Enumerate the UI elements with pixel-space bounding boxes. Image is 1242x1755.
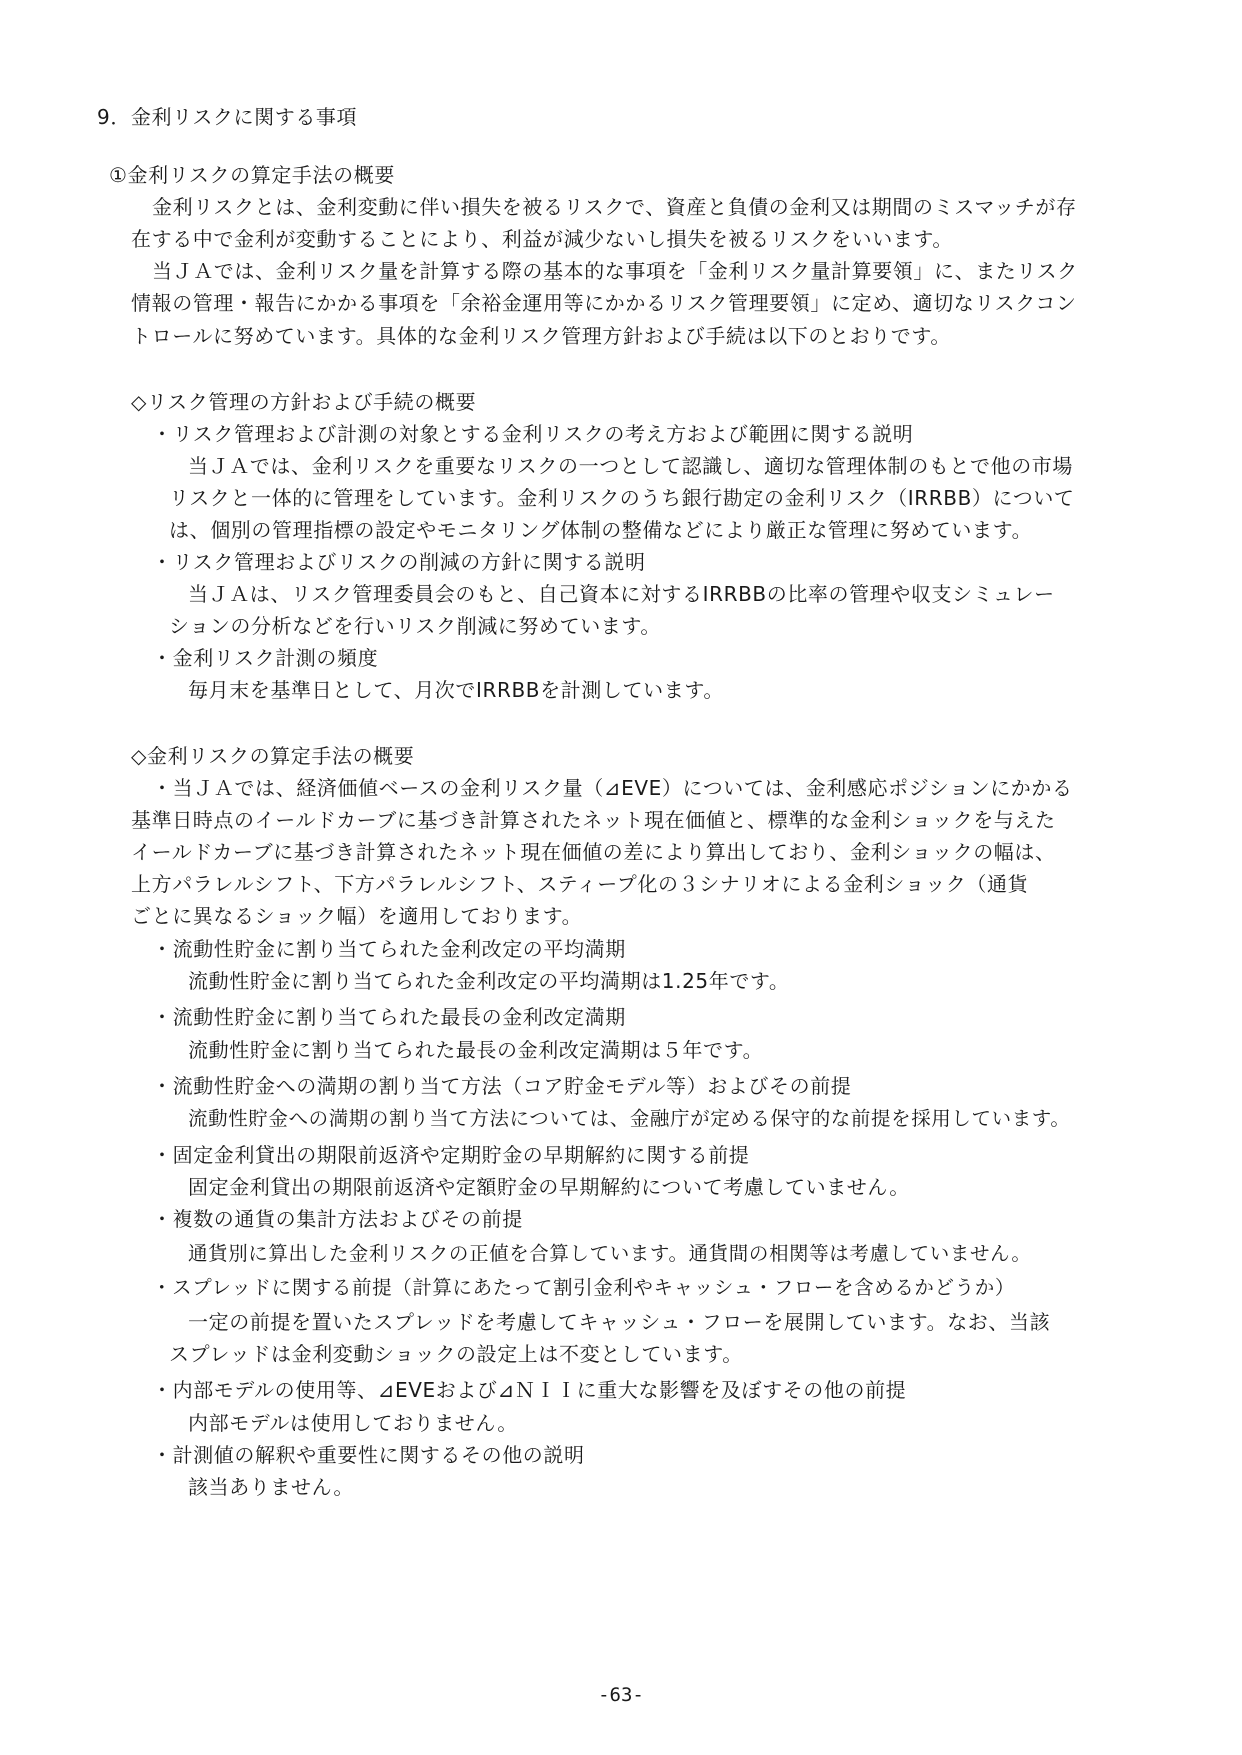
scope-heading: ・リスク管理および計測の対象とする金利リスクの考え方および範囲に関する説明 (152, 422, 914, 446)
reduction-heading: ・リスク管理およびリスクの削減の方針に関する説明 (152, 550, 646, 574)
eve-line: ごとに異なるショック幅）を適用しております。 (131, 904, 583, 928)
allocation-line: 流動性貯金への満期の割り当て方法については、金融庁が定める保守的な前提を採用しています。 (188, 1107, 1071, 1130)
eve-line: ・当ＪＡでは、経済価値ベースの金利リスク量（⊿EVE）については、金利感応ポジションにかかる (152, 776, 1073, 800)
eve-line: 基準日時点のイールドカーブに基づき計算されたネット現在価値と、標準的な金利ショックを与えた (131, 808, 1056, 832)
scope-line: は、個別の管理指標の設定やモニタリング体制の整備などにより厳正な管理に努めています。 (169, 518, 1033, 542)
intro-line: 在する中で金利が変動することにより、利益が減少ないし損失を被るリスクをいいます。 (131, 227, 953, 251)
frequency-line: 毎月末を基準日として、月次でIRRBBを計測しています。 (188, 678, 724, 702)
scope-line: 当ＪＡでは、金利リスクを重要なリスクの一つとして認識し、適切な管理体制のもとで他の市場 (188, 454, 1073, 478)
currency-line: 通貨別に算出した金利リスクの正値を合算しています。通貨間の相関等は考慮していません。 (188, 1242, 1032, 1265)
avg-maturity-heading: ・流動性貯金に割り当てられた金利改定の平均満期 (152, 937, 626, 961)
scope-line: リスクと一体的に管理をしています。金利リスクのうち銀行勘定の金利リスク（IRRBB）について (169, 486, 1075, 510)
subsection-title: ①金利リスクの算定手法の概要 (109, 163, 395, 187)
other-heading: ・計測値の解釈や重要性に関するその他の説明 (152, 1443, 585, 1467)
other-line: 該当ありません。 (188, 1475, 354, 1499)
eve-line: 上方パラレルシフト、下方パラレルシフト、スティープ化の３シナリオによる金利ショック（通貨 (131, 872, 1029, 896)
spread-line: スプレッドは金利変動ショックの設定上は不変としています。 (169, 1342, 743, 1366)
reduction-line: 当ＪＡは、リスク管理委員会のもと、自己資本に対するIRRBBの比率の管理や収支シミュレー (188, 582, 1055, 606)
eve-line: イールドカーブに基づき計算されたネット現在価値の差により算出しており、金利ショックの幅は、 (131, 840, 1056, 864)
reduction-line: ションの分析などを行いリスク削減に努めています。 (169, 614, 661, 638)
spread-heading: ・スプレッドに関する前提（計算にあたって割引金利やキャッシュ・フローを含めるかどうか） (152, 1276, 1015, 1299)
frequency-heading: ・金利リスク計測の頻度 (152, 646, 379, 670)
longest-maturity-line: 流動性貯金に割り当てられた最長の金利改定満期は５年です。 (188, 1038, 764, 1062)
longest-maturity-heading: ・流動性貯金に割り当てられた最長の金利改定満期 (152, 1005, 626, 1029)
allocation-heading: ・流動性貯金への満期の割り当て方法（コア貯金モデル等）およびその前提 (152, 1074, 852, 1098)
intro-line: 金利リスクとは、金利変動に伴い損失を被るリスクで、資産と負債の金利又は期間のミスマッチが存 (152, 195, 1077, 219)
page-number: -63- (598, 1684, 644, 1706)
method-heading: ◇金利リスクの算定手法の概要 (131, 744, 415, 768)
intro-line: トロールに努めています。具体的な金利リスク管理方針および手続は以下のとおりです。 (131, 324, 951, 348)
intro-line: 情報の管理・報告にかかる事項を「余裕金運用等にかかるリスク管理要領」に定め、適切なリスクコン (131, 291, 1077, 315)
internal-model-line: 内部モデルは使用しておりません。 (188, 1411, 518, 1435)
currency-heading: ・複数の通貨の集計方法およびその前提 (152, 1207, 523, 1231)
avg-maturity-line: 流動性貯金に割り当てられた金利改定の平均満期は1.25年です。 (188, 969, 790, 993)
policy-heading: ◇リスク管理の方針および手続の概要 (131, 390, 477, 414)
prepayment-line: 固定金利貸出の期限前返済や定額貯金の早期解約について考慮していません。 (188, 1175, 910, 1199)
spread-line: 一定の前提を置いたスプレッドを考慮してキャッシュ・フローを展開しています。なお、当該 (188, 1310, 1051, 1334)
section-title: 9．金利リスクに関する事項 (97, 105, 358, 129)
intro-line: 当ＪＡでは、金利リスク量を計算する際の基本的な事項を「金利リスク量計算要領」に、またリスク (152, 259, 1078, 283)
internal-model-heading: ・内部モデルの使用等、⊿EVEおよび⊿ＮＩＩに重大な影響を及ぼすその他の前提 (152, 1378, 907, 1402)
prepayment-heading: ・固定金利貸出の期限前返済や定期貯金の早期解約に関する前提 (152, 1143, 750, 1167)
